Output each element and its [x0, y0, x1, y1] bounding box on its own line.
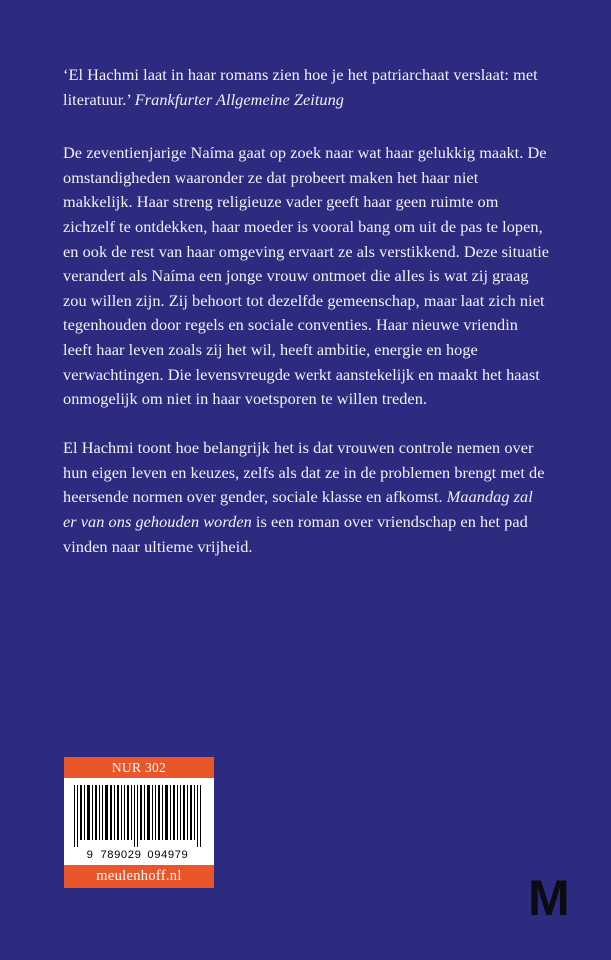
closing-paragraph: [63, 436, 550, 559]
barcode-block: [64, 757, 214, 888]
isbn-group-one: 789029: [100, 848, 142, 861]
publisher-logo: M: [528, 870, 569, 926]
blurb-text-column: [63, 63, 550, 559]
synopsis-paragraph: De zeventienjarige Naíma gaat op zoek naar wat haar gelukkig maakt. De omstandigheden waaronder ze dat probeert maken het haar niet makkelijk. Haar streng religieuze vader geeft haar geen ruimte om zichzelf te ontdekken, haar moeder is vooral bang om uit de pas te lopen, en ook de rest van haar omgeving ervaart ze als verstikkend. Deze situatie verandert als Naíma een jonge vrouw ontmoet die alles is wat zij graag zou willen zijn. Zij behoort tot dezelfde gemeenschap, maar laat zich niet tegenhouden door regels en sociale conventies. Haar nieuwe vriendin leeft haar leven zoals zij het wil, heeft ambitie, energie en hoge verwachtingen. Die levensvreugde werkt aanstekelijk en maakt het haast onmogelijk om niet in haar voetsporen te willen treden.: [63, 143, 550, 409]
isbn-lead-digit: 9: [86, 848, 94, 861]
barcode-graphic: [64, 778, 214, 849]
review-quote-text: ‘El Hachmi laat in haar romans zien hoe je het patriarchaat verslaat: met literatuur.’: [63, 65, 538, 109]
review-quote-source: Frankfurter Allgemeine Zeitung: [134, 89, 344, 109]
book-title: Maandag zal er van ons gehouden worden: [63, 487, 533, 531]
closing-paragraph-tail: is een roman over vriendschap en het pad vinden naar ultieme vrijheid.: [63, 512, 528, 556]
review-quote: [63, 63, 550, 112]
isbn-group-two: 094979: [147, 848, 189, 861]
closing-paragraph-lead: El Hachmi toont hoe belangrijk het is dat vrouwen controle nemen over hun eigen leven en keuzes, zelfs als dat ze in de problemen brengt met de heersende normen over gender, sociale klasse en afkomst.: [63, 438, 545, 507]
nur-code-label: NUR 302: [64, 757, 214, 778]
isbn-number: [64, 849, 214, 865]
publisher-website: meulenhoff.nl: [64, 865, 214, 888]
barcode-bars-icon: [73, 785, 205, 847]
